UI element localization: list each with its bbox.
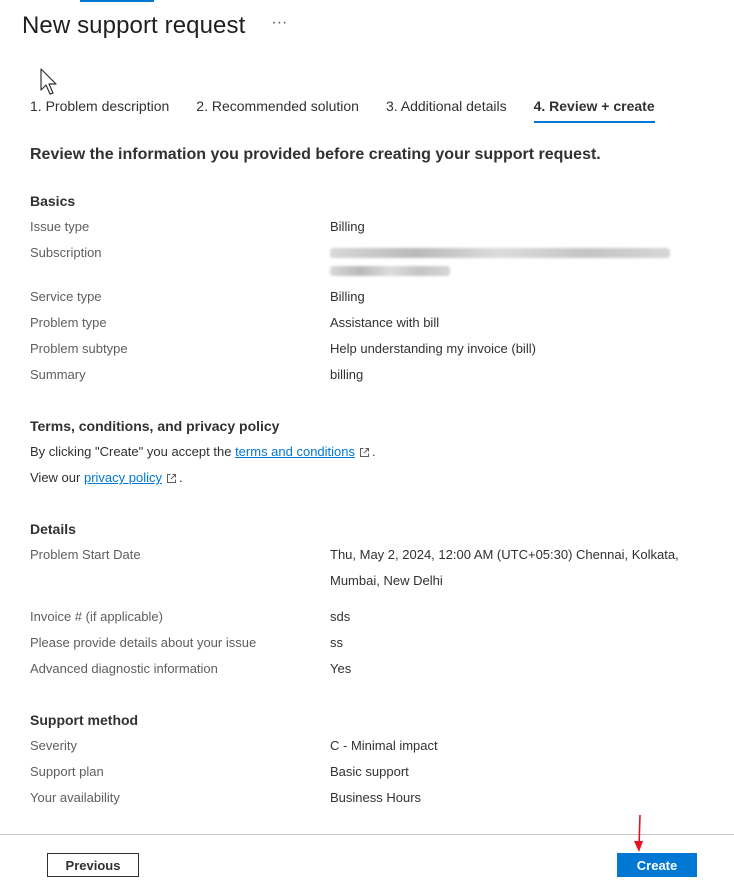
subscription-row (30, 240, 720, 284)
field-label: Please provide details about your issue (30, 635, 257, 650)
support-plan-row (30, 759, 720, 785)
field-label: Service type (30, 289, 102, 304)
privacy-link[interactable]: privacy policy (83, 470, 162, 485)
service-type-row (30, 284, 720, 310)
field-label: Problem type (30, 315, 107, 330)
field-label: Issue type (30, 219, 90, 234)
field-label: Problem Start Date (30, 547, 141, 562)
redacted-line (330, 266, 450, 276)
severity-row (30, 733, 720, 759)
wizard-tabs (30, 98, 682, 123)
tab-review-create[interactable]: 4. Review + create (534, 98, 655, 123)
field-label: Your availability (30, 790, 120, 805)
problem-subtype-row (30, 336, 720, 362)
field-label: Problem subtype (30, 341, 128, 356)
diagnostic-row (30, 656, 720, 682)
tab-problem-description[interactable]: 1. Problem description (30, 98, 170, 114)
field-value: C - Minimal impact (330, 738, 438, 753)
more-options-icon[interactable]: ··· (271, 14, 288, 31)
page-title: New support request (22, 12, 246, 39)
basics-heading: Basics (30, 193, 76, 209)
availability-row (30, 785, 720, 811)
top-link-underline (80, 0, 154, 2)
issue-details-row (30, 630, 720, 656)
field-label: Support plan (30, 764, 104, 779)
field-label: Summary (30, 367, 86, 382)
review-intro: Review the information you provided before creating your support request. (30, 146, 601, 163)
field-value: Assistance with bill (330, 315, 440, 330)
summary-row (30, 362, 720, 388)
create-button[interactable]: Create (617, 853, 697, 877)
previous-button[interactable]: Previous (47, 853, 139, 877)
redacted-line (330, 248, 670, 258)
field-value: ss (330, 635, 343, 650)
terms-line: By clicking "Create" you accept the terms and conditions . (30, 444, 376, 459)
field-label: Severity (30, 738, 77, 753)
field-value: Billing (330, 289, 365, 304)
mouse-pointer-icon (40, 68, 60, 96)
field-value: Basic support (330, 764, 409, 779)
details-heading: Details (30, 521, 76, 537)
field-value: sds (330, 609, 351, 624)
tab-recommended-solution[interactable]: 2. Recommended solution (196, 98, 359, 114)
field-value: Help understanding my invoice (bill) (330, 341, 536, 356)
subscription-value-redacted (330, 240, 720, 284)
review-content (30, 146, 720, 811)
problem-type-row (30, 310, 720, 336)
terms-link[interactable]: terms and conditions (235, 444, 356, 459)
field-label: Advanced diagnostic information (30, 661, 218, 676)
field-value: Yes (330, 661, 352, 676)
field-label: Subscription (30, 245, 102, 260)
page-header (22, 12, 287, 40)
annotation-arrow-icon (632, 814, 646, 854)
privacy-line: View our privacy policy . (30, 470, 183, 485)
footer-bar (0, 834, 734, 889)
issue-type-row (30, 214, 720, 240)
field-value: Billing (330, 219, 365, 234)
invoice-row (30, 604, 720, 630)
start-date-row (30, 542, 720, 594)
terms-heading: Terms, conditions, and privacy policy (30, 418, 280, 434)
tab-additional-details[interactable]: 3. Additional details (385, 98, 507, 114)
field-value: Thu, May 2, 2024, 12:00 AM (UTC+05:30) Chennai, Kolkata, Mumbai, New Delhi (330, 547, 679, 588)
external-link-icon (166, 473, 177, 484)
field-value: Business Hours (330, 790, 422, 805)
external-link-icon (359, 447, 370, 458)
support-method-heading: Support method (30, 712, 139, 728)
field-value: billing (330, 367, 364, 382)
field-label: Invoice # (if applicable) (30, 609, 163, 624)
